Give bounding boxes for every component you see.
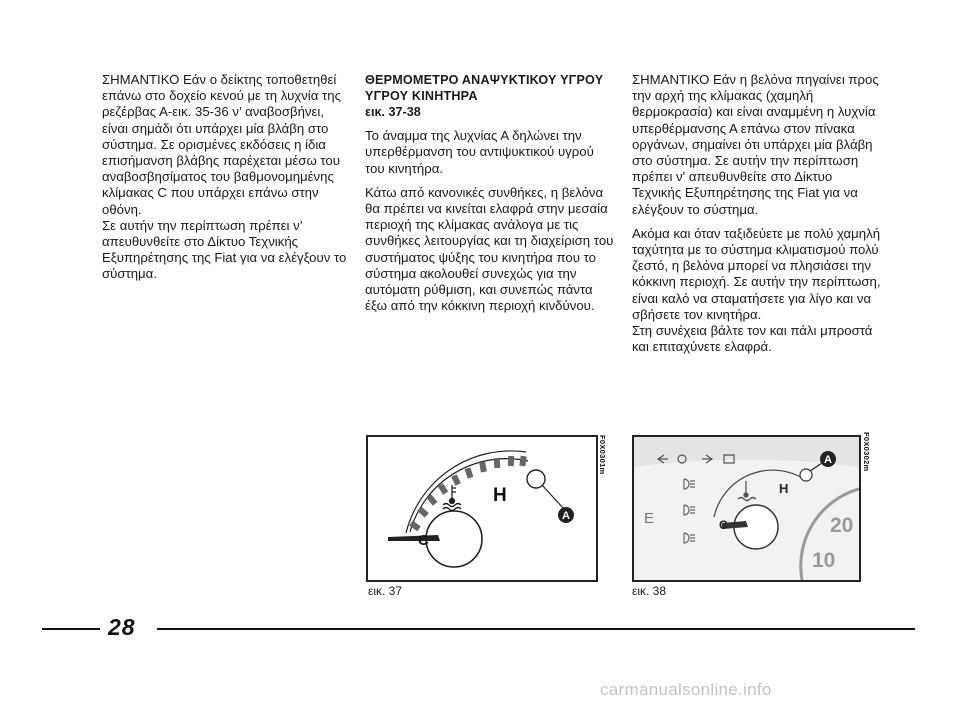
service-note-left: Σε αυτήν την περίπτωση πρέπει ν’ απευθυνθείτε στο Δίκτυο Τεχνικής Εξυπηρέτησης της Fiat για να ελέγξουν το σύστημα. [102,217,347,282]
cold-label: C [418,532,429,549]
callout-a-label: A [562,510,570,522]
text-column-right [632,72,882,363]
speed-20-label: 20 [830,514,854,537]
important-note-right: ΣΗΜΑΝΤΙΚΟ Εάν η βελόνα πηγαίνει προς την αρχή της κλίμακας (χαμηλή θερμοκρασία) και είναι αναμμένη η λυχνία υπερθέρμανσης Α επάνω στον πίνακα οργάνων, σημαίνει ότι υπάρχει μία βλάβη στο σύστημα. Σε αυτήν την περίπτωση πρέπει ν' απευθυνθείτε στο Δίκτυο Τεχνικής Εξυπηρέτησης της Fiat για να ελέγξουν το σύστημα. [632,72,879,217]
normal-conditions-paragraph: Κάτω από κανονικές συνθήκες, η βελόνα θα πρέπει να κινείται ελαφρά στην μεσαία περιοχή της κλίμακας ανάλογα με τις συνθήκες λειτουργίας και τη διαχείριση του συστήματος ψύξης του κινητήρα που το σύστημα ακολουθεί συνεχώς για την αυτόματη ρύθμιση, και συνεπώς πάντα έξω από την κόκκινη περιοχή κινδύνου. [365,184,614,314]
cold-label: C [719,518,728,532]
figure-reference: εικ. 37-38 [365,105,421,119]
footer-rule-left [42,628,100,630]
watermark: carmanualsonline.info [600,680,772,699]
hot-label: H [779,481,789,496]
section-heading: ΘΕΡΜΟΜΕΤΡΟ ΑΝΑΨΥΚΤΙΚΟΥ ΥΓΡΟΥ ΥΓΡΟΥ ΚΙΝΗΤΗΡΑ [365,73,604,103]
gauge-illustration-37 [368,437,596,580]
restart-paragraph: Στη συνέχεια βάλτε τον και πάλι μπροστά και επιταχύνετε ελαφρά. [632,323,873,355]
empty-label: E [644,510,655,527]
low-speed-paragraph: Ακόμα και όταν ταξιδεύετε με πολύ χαμηλή ταχύτητα με το σύστημα κλιματισμού πολύ ζεστό, η βελόνα μπορεί να πλησιάσει την κόκκινη περιοχή. Σε αυτήν την περίπτωση, είναι καλό να σταματήσετε για λίγο και να σβήσετε τον κινητήρα. [632,225,881,322]
callout-a-label: A [824,454,832,466]
figure-38-instrument-cluster [632,435,861,582]
figure-37-temperature-gauge [366,435,598,582]
figure-37-caption: εικ. 37 [368,584,403,598]
gauge-needle [388,535,440,541]
important-note-left: ΣΗΜΑΝΤΙΚΟ Εάν ο δείκτης τοποθετηθεί επάνω στο δοχείο κενού με τη λυχνία της ρεζέρβας Α-εικ. 35-36 ν’ αναβοσβήνει, είναι σημάδι ότι υπάρχει μία βλάβη στο σύστημα. Σε ορισμένες εκδόσεις η ίδια επισήμανση βλάβης παρέχεται μέσω του αναβοσβησίματος του βαθμονομημένης κλίμακας C που υπάρχει επάνω στην οθόνη. [102,72,341,217]
page-number: 28 [108,614,136,640]
text-column-left [102,72,352,291]
cluster-illustration-38 [634,437,859,580]
figure-37-code: F0X0301m [598,435,607,475]
overheat-paragraph: Το άναμμα της λυχνίας Α δηλώνει την υπερθέρμανση του αντιψυκτικού υγρού του κινητήρα. [365,128,594,176]
speed-10-label: 10 [812,549,836,572]
footer-rule-right [157,628,915,630]
figure-38-caption: εικ. 38 [632,584,667,598]
hot-label: H [493,485,507,506]
figure-38-code: F0X0302m [862,432,871,472]
text-column-middle [365,72,615,322]
